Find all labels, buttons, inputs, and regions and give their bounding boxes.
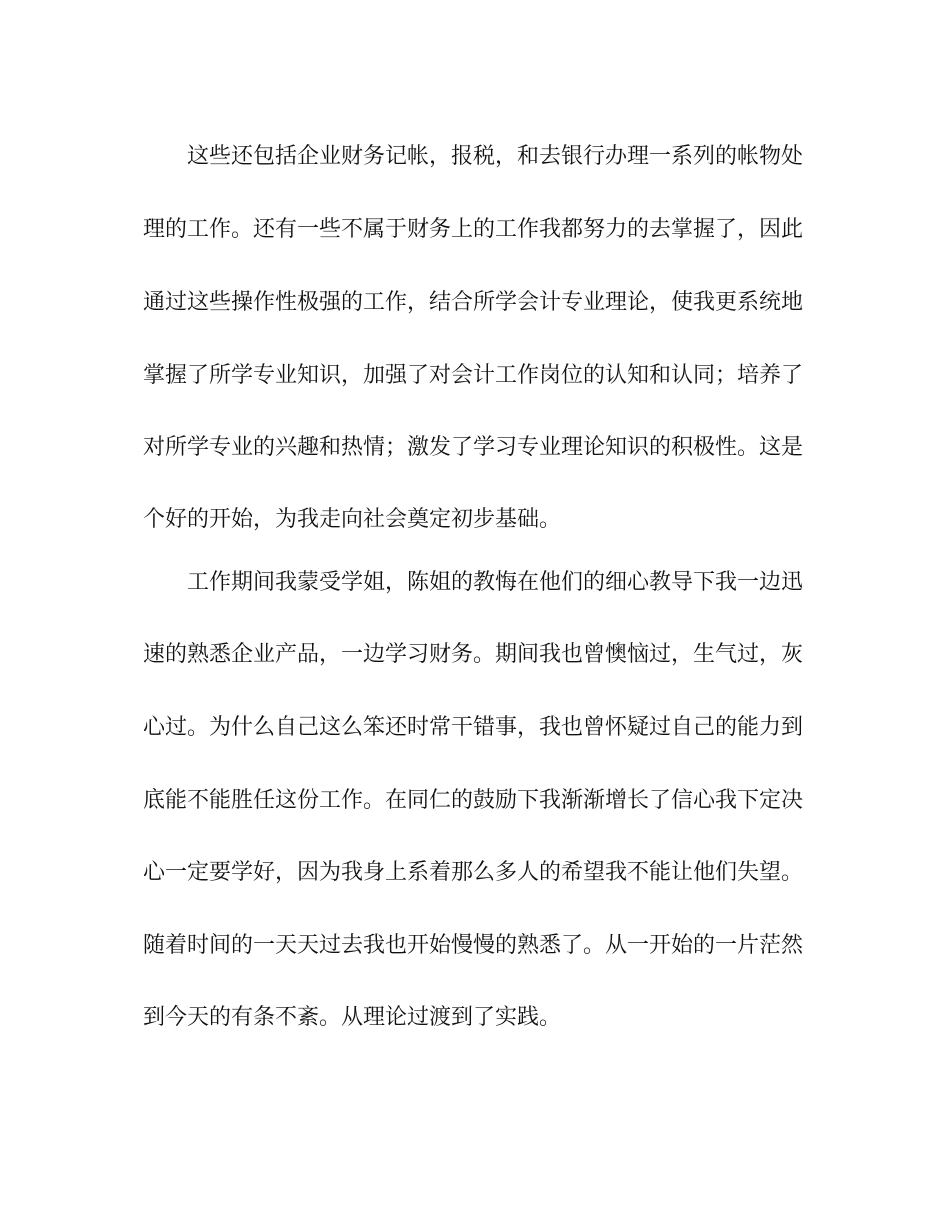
text-line: 这些还包括企业财务记帐，报税，和去银行办理一系列的帐物处: [187, 144, 804, 169]
text-line: 心一定要学好，因为我身上系着那么多人的希望我不能让他们失望。: [143, 860, 804, 885]
text-line: 到今天的有条不紊。从理论过渡到了实践。: [143, 1005, 562, 1030]
text-line: 随着时间的一天天过去我也开始慢慢的熟悉了。从一开始的一片茫然: [143, 933, 804, 958]
text-line: 工作期间我蒙受学姐，陈姐的教悔在他们的细心教导下我一边迅: [187, 570, 804, 595]
text-line: 理的工作。还有一些不属于财务上的工作我都努力的去掌握了，因此: [143, 217, 804, 242]
text-line: 个好的开始，为我走向社会奠定初步基础。: [143, 507, 562, 532]
text-line: 速的熟悉企业产品，一边学习财务。期间我也曾懊恼过，生气过，灰: [143, 642, 804, 667]
text-line: 对所学专业的兴趣和热情；激发了学习专业理论知识的积极性。这是: [143, 435, 804, 460]
text-line: 通过这些操作性极强的工作，结合所学会计专业理论，使我更系统地: [143, 290, 804, 315]
text-line: 掌握了所学专业知识，加强了对会计工作岗位的认知和认同；培养了: [143, 363, 804, 388]
text-line: 底能不能胜任这份工作。在同仁的鼓励下我渐渐增长了信心我下定决: [143, 788, 804, 813]
text-line: 心过。为什么自己这么笨还时常干错事，我也曾怀疑过自己的能力到: [143, 715, 804, 740]
